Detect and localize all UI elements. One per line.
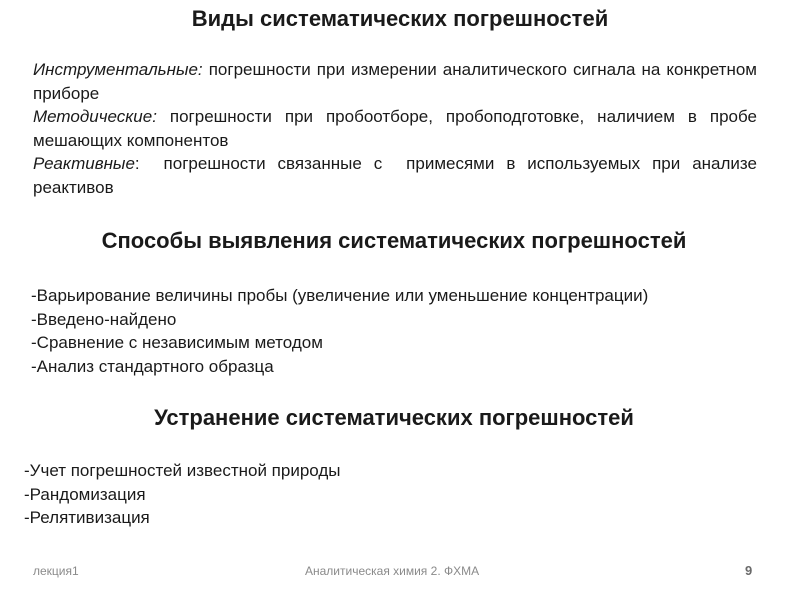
type-item-reagent (33, 152, 762, 199)
footer-course-title: Аналитическая химия 2. ФХМА (305, 564, 480, 578)
list-item: -Учет погрешностей известной природы (24, 461, 341, 480)
type-item-instrumental (33, 58, 757, 105)
type-separator: : (197, 60, 203, 79)
type-description: погрешности связанные с примесями в используемых при анализе реактивов (33, 154, 762, 197)
type-term: Реактивные (33, 154, 135, 173)
section-title-methods: Способы выявления систематических погрешностей (101, 228, 687, 253)
type-separator: : (134, 154, 140, 173)
list-item: -Сравнение с независимым методом (31, 333, 323, 352)
types-list (33, 58, 762, 199)
type-description: погрешности при измерении аналитического сигнала на конкретном приборе (33, 60, 757, 103)
page-number: 9 (745, 563, 753, 578)
section-title-elimination: Устранение систематических погрешностей (154, 405, 634, 430)
type-description: погрешности при пробоотборе, пробоподготовке, наличием в пробе мешающих компонентов (33, 107, 757, 150)
elimination-list (24, 459, 341, 530)
type-term: Методические (33, 107, 153, 126)
list-item: -Анализ стандартного образца (31, 356, 274, 376)
list-item: -Релятивизация (24, 508, 150, 527)
list-item: -Варьирование величины пробы (увеличение или уменьшение концентрации) (31, 286, 649, 305)
type-separator: : (152, 107, 157, 126)
section-title-types: Виды систематических погрешностей (191, 6, 609, 31)
methods-list (31, 284, 648, 378)
type-term: Инструментальные (33, 60, 198, 79)
list-item: -Введено-найдено (31, 309, 177, 329)
list-item: -Рандомизация (24, 484, 146, 504)
type-item-methodical (33, 105, 757, 152)
footer-lecture-label: лекция1 (33, 564, 79, 578)
